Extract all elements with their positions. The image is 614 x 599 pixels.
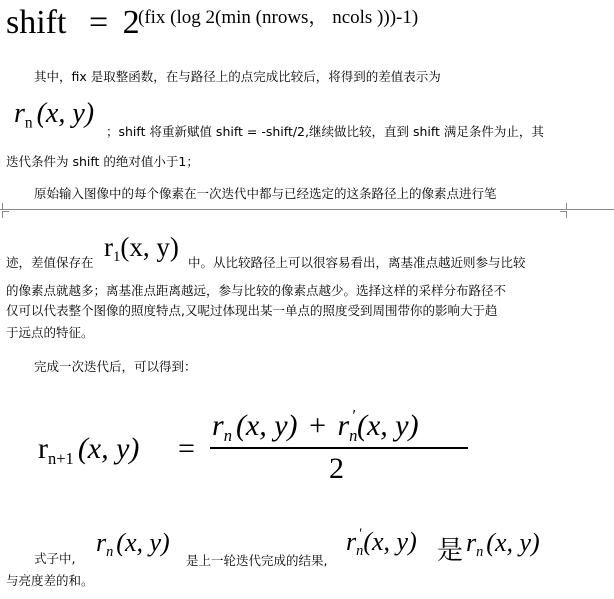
shift-equals: = [88, 4, 109, 41]
lhs-args: (x, y) [77, 432, 140, 465]
p6-rn-symbol: r [96, 528, 107, 557]
paragraph-6a: 式子中, [34, 551, 76, 566]
page-break-line [0, 209, 614, 210]
lhs-symbol: r [38, 432, 48, 465]
num-a-args: (x, y) [235, 409, 298, 443]
p6-rnp-subscript: n [356, 543, 364, 560]
p6-rnp-args: (x, y) [363, 527, 417, 557]
p6-rn-subscript: n [106, 544, 114, 560]
page-corner-right [560, 203, 567, 210]
p6-rn2-args: (x, y) [486, 528, 540, 557]
main-formula-lhs [38, 432, 139, 469]
p6-rnp-prime: ' [358, 526, 362, 542]
num-b-prime: ' [351, 406, 355, 425]
r1-subscript: 1 [113, 249, 121, 266]
r1-expression [104, 232, 179, 266]
p6-rn-expression [96, 528, 170, 561]
paragraph-6-line-2: 与亮度差的和。 [6, 573, 94, 588]
p6-rn2-expression [466, 528, 540, 561]
paragraph-1: 其中，fix 是取整函数，在与路径上的点完成比较后，将得到的差值表示为 [34, 69, 441, 84]
fraction-bar [210, 447, 468, 449]
rn-subscript: n [24, 114, 33, 132]
shift-exponent: (fix (log 2(min (nrows， ncols )))-1) [138, 7, 419, 28]
num-b-subscript: n [349, 425, 358, 445]
p6-rnp-expression [346, 526, 417, 560]
main-formula-equals: = [178, 432, 195, 465]
main-formula-numerator [212, 406, 419, 446]
rn-expression [14, 98, 94, 132]
r1-symbol: r [104, 232, 113, 262]
p6-rn2-symbol: r [466, 528, 477, 557]
num-b-symbol: r [337, 409, 350, 443]
paragraph-4-line-2: 的像素点就越多；离基准点距离越远，参与比较的像素点越少。选择这样的采样分布路径不 [6, 283, 507, 298]
shift-lhs: shift [6, 4, 67, 41]
main-formula-denominator: 2 [329, 452, 344, 485]
paragraph-4-line-3: 仅可以代表整个图像的照度特点,又呢过体现出某一单点的照度受到周围带你的影响大于趋 [6, 303, 498, 318]
rn-args: (x, y) [36, 98, 95, 129]
paragraph-4-line-1a: 迹，差值保存在 [6, 255, 94, 270]
lhs-subscript: n+1 [48, 448, 74, 468]
page-corner-right-lower [560, 211, 567, 218]
p6-rn-args: (x, y) [116, 528, 170, 557]
shift-formula [6, 4, 140, 42]
num-plus: + [309, 409, 326, 443]
paragraph-4-line-1b: 中。从比较路径上可以很容易看出，离基准点越近则参与比较 [188, 255, 526, 270]
paragraph-5: 完成一次迭代后，可以得到： [34, 359, 197, 374]
rn-symbol: r [14, 98, 25, 129]
paragraph-6b: 是上一轮迭代完成的结果, [186, 553, 328, 568]
paragraph-4-line-4: 于远点的特征。 [6, 325, 94, 340]
num-a-subscript: n [223, 425, 232, 445]
paragraph-3-line-1: 原始输入图像中的每个像素在一次迭代中都与已经选定的这条路径上的像素点进行笔 [34, 186, 497, 201]
num-a-symbol: r [212, 409, 224, 443]
p6-rnp-symbol: r [346, 527, 357, 557]
shift-base: 2 [122, 4, 140, 41]
num-b-args: (x, y) [356, 409, 419, 443]
paragraph-2-line-2: 迭代条件为 shift 的绝对值小于1； [6, 154, 199, 169]
p6-shi: 是 [437, 536, 464, 566]
page-corner-left [2, 203, 9, 210]
r1-args: (x, y) [120, 232, 179, 262]
paragraph-2-line-1: ；shift 将重新赋值 shift = -shift/2,继续做比较，直到 shift 满足条件为止，其 [106, 124, 544, 139]
p6-rn2-subscript: n [476, 544, 484, 560]
page-corner-left-lower [2, 211, 9, 218]
